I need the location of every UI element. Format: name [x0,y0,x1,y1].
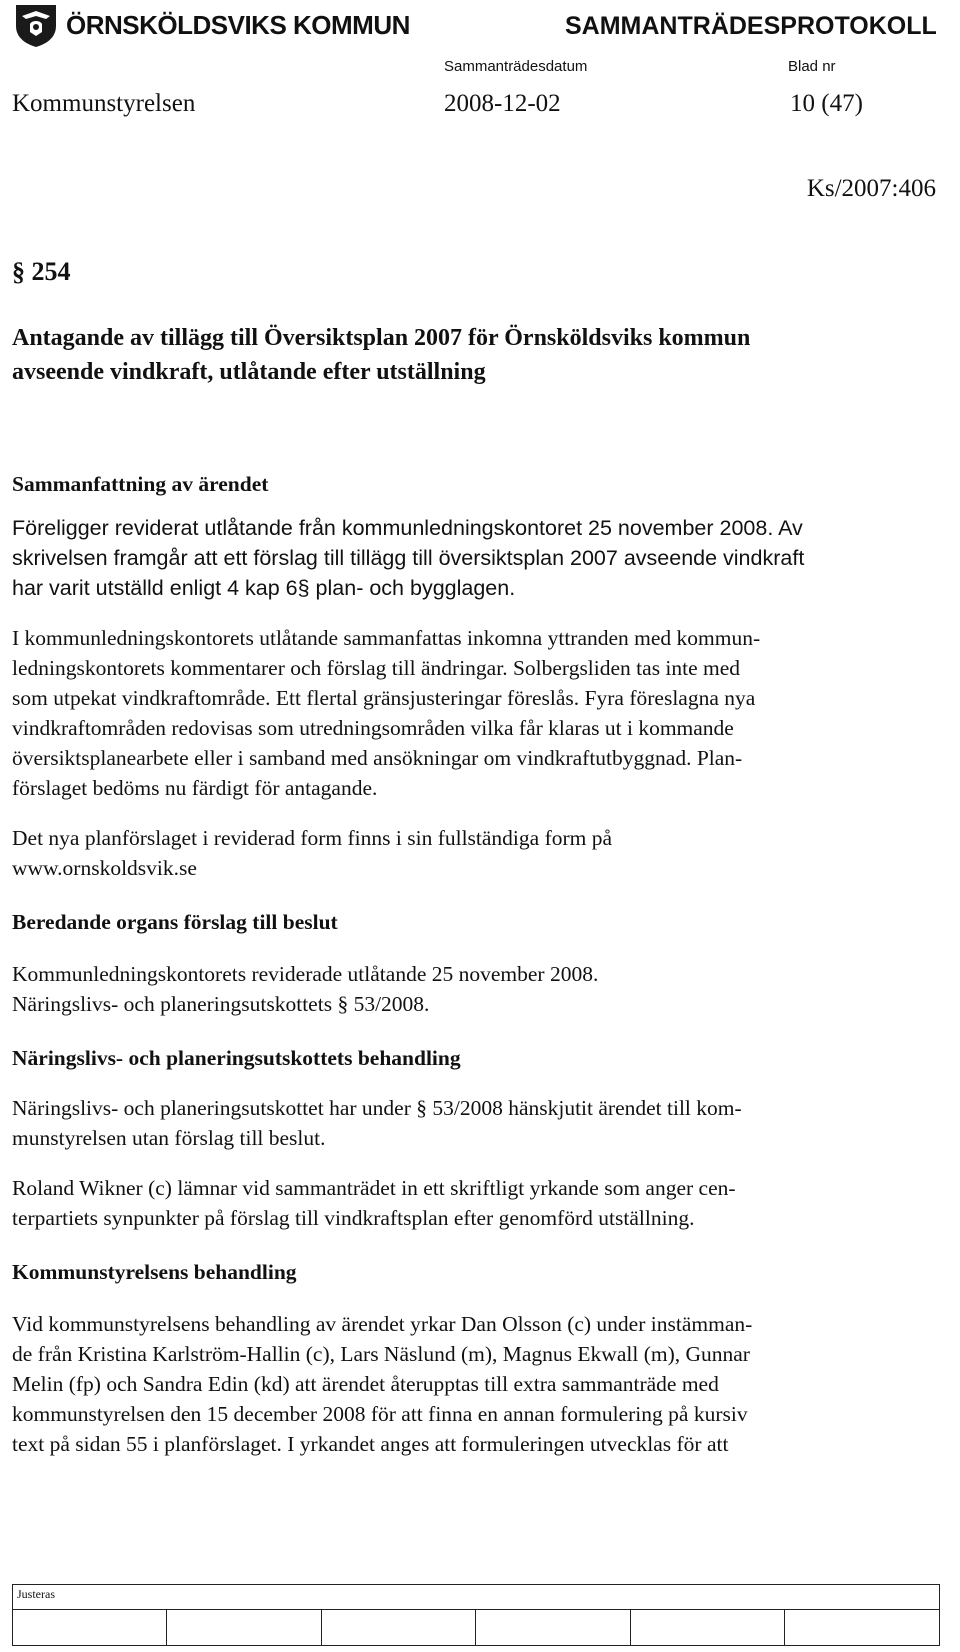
board-handling-paragraph: Vid kommunstyrelsens behandling av ärendet yrkar Dan Olsson (c) under instämman- de från Kristina Karlström-Hallin (c), Lars Näslund (m), Magnus Ekwall (m), Gunnar Melin (fp) och Sandra Edin (kd) att ärendet återupptas till extra sammanträde med kommunstyrelsen den 15 december 2008 för att finna en annan formulering på kursiv text på sidan 55 i planförslaget. I yrkandet anges att formuleringen utvecklas för att [12,1312,753,1456]
committee-name: Kommunstyrelsen [12,90,196,117]
meeting-date-label: Sammanträdesdatum [444,58,588,75]
meeting-date: 2008-12-02 [444,90,561,117]
document-body [12,321,942,1459]
case-title [12,321,942,389]
summary-paragraph-2: I kommunledningskontorets utlåtande sammanfattas inkomna yttranden med kommun- ledningskontorets kommentarer och förslag till ändringar. Solbergsliden tas inte med som utpekat vindkraftområde. Ett flertal gränsjusteringar föreslås. Fyra föreslagna nya vindkraftområden redovisas som utredningsområden vilka får klaras ut i kommande översiktsplanearbete eller i samband med ansökningar om vindkraftutbyggnad. Plan- förslaget bedöms nu färdigt för antagande. [12,626,761,800]
page-number-label: Blad nr [788,58,836,75]
case-reference: Ks/2007:406 [806,175,936,202]
signature-cell [476,1610,630,1646]
signature-label: Justeras [13,1585,940,1610]
paragraph-number: § 254 [12,257,71,286]
proposal-paragraph: Kommunledningskontorets reviderade utlåtande 25 november 2008. Näringslivs- och planeringsutskottets § 53/2008. [12,962,599,1016]
title-line: Antagande av tillägg till Översiktsplan 2007 för Örnsköldsviks kommun [12,325,751,351]
signature-cell [784,1610,939,1646]
heading-committee-handling: Näringslivs- och planeringsutskottets behandling [12,1046,461,1070]
signature-cell [321,1610,475,1646]
title-line: avseende vindkraft, utlåtande efter utställning [12,359,486,385]
committee-handling-paragraph-1: Näringslivs- och planeringsutskottet har under § 53/2008 hänskjutit ärendet till kom- munstyrelsen utan förslag till beslut. [12,1096,742,1150]
summary-paragraph-3: Det nya planförslaget i reviderad form finns i sin fullständiga form på www.ornskoldsvik.se [12,823,942,883]
website-link[interactable]: www.ornskoldsvik.se [12,856,197,880]
signature-cell [630,1610,784,1646]
document-type: SAMMANTRÄDESPROTOKOLL [565,12,937,40]
summary-paragraph-1: Föreligger reviderat utlåtande från kommunledningskontoret 25 november 2008. Av skrivelsen framgår att ett förslag till tillägg till översiktsplan 2007 avseende vindkraft har varit utställd enligt 4 kap 6§ plan- och bygglagen. [12,516,805,600]
heading-summary: Sammanfattning av ärendet [12,472,269,496]
organization-name: ÖRNSKÖLDSVIKS KOMMUN [66,10,410,40]
heading-proposal: Beredande organs förslag till beslut [12,910,338,934]
signature-box [12,1584,940,1646]
committee-handling-paragraph-2: Roland Wikner (c) lämnar vid sammanträdet in ett skriftligt yrkande som anger cen- terpartiets synpunkter på förslag till vindkraftsplan efter genomförd utställning. [12,1176,736,1230]
municipality-coat-of-arms-logo [12,2,60,48]
signature-cell [13,1610,167,1646]
signature-cell [167,1610,321,1646]
heading-board-handling: Kommunstyrelsens behandling [12,1260,297,1284]
page-number: 10 (47) [790,90,863,117]
